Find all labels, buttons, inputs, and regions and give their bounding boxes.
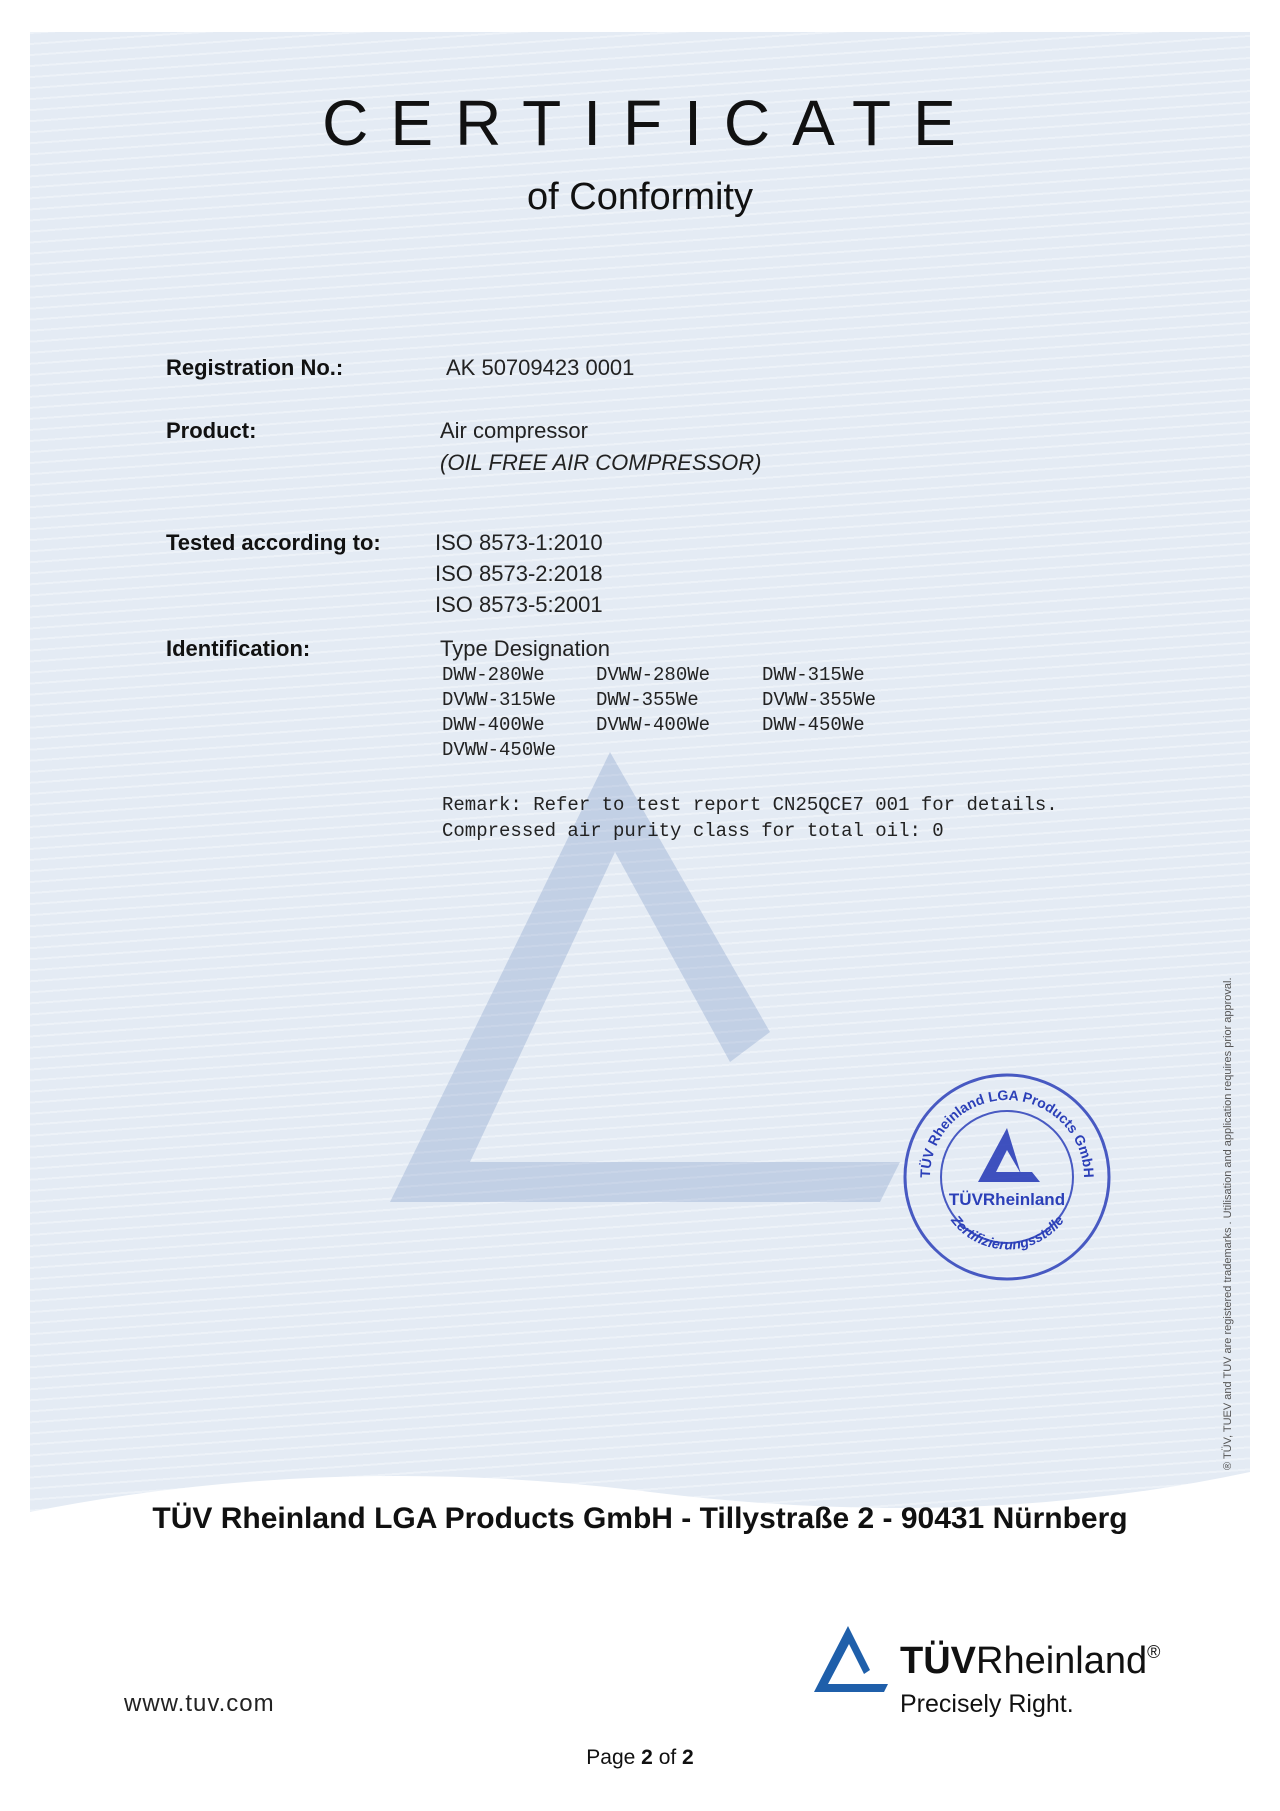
stamp-bottom-text: Zertifizierungsstelle	[948, 1212, 1067, 1253]
registration-number: AK 50709423 0001	[446, 355, 635, 380]
standard-item: ISO 8573-5:2001	[435, 592, 603, 617]
logo-regular-text: Rheinland	[976, 1640, 1148, 1682]
standard-item: ISO 8573-1:2010	[435, 530, 603, 555]
tuv-rheinland-logo	[900, 1640, 1160, 1683]
issuer-address: TÜV Rheinland LGA Products GmbH - Tillystraße 2 - 90431 Nürnberg	[152, 1502, 1128, 1535]
type-designation-list	[442, 664, 922, 762]
stamp-top-text: TÜV Rheinland LGA Products GmbH	[916, 1086, 1098, 1179]
page-of: of	[658, 1746, 677, 1769]
type-item: DVWW-400We	[596, 714, 711, 736]
remark-line: Remark: Refer to test report CN25QCE7 001 for details.	[442, 794, 1058, 816]
type-item: DVWW-315We	[442, 689, 557, 711]
certification-stamp-icon	[900, 1070, 1115, 1285]
product-name: Air compressor	[440, 418, 588, 443]
type-item: DWW-280We	[442, 664, 545, 686]
page-number	[0, 1746, 1280, 1770]
stamp-center-text: TÜVRheinland	[948, 1190, 1066, 1209]
remark-line: Compressed air purity class for total oil: 0	[442, 820, 944, 842]
registered-mark: ®	[1147, 1642, 1161, 1662]
type-item: DVWW-280We	[596, 664, 711, 686]
certificate-title: CERTIFICATE	[322, 87, 978, 159]
product-label: Product:	[166, 418, 257, 443]
website-link[interactable]: www.tuv.com	[124, 1690, 275, 1717]
type-item: DVWW-450We	[442, 739, 557, 761]
type-item: DWW-450We	[762, 714, 865, 736]
type-item: DWW-355We	[596, 689, 699, 711]
trademark-side-note: ® TÜV, TUEV and TUV are registered trademarks . Utilisation and application requires prior approval.	[1222, 977, 1234, 1470]
page-current: 2	[641, 1746, 653, 1769]
tuv-logo-triangle-icon	[812, 1624, 890, 1696]
svg-text:Zertifizierungsstelle	[948, 1211, 1067, 1252]
type-item: DWW-315We	[762, 664, 865, 686]
certificate-subtitle: of Conformity	[527, 176, 753, 218]
certificate-background-panel	[30, 32, 1250, 1552]
tested-label: Tested according to:	[166, 530, 381, 555]
identification-label: Identification:	[166, 636, 311, 661]
product-detail: (OIL FREE AIR COMPRESSOR)	[440, 450, 762, 475]
type-item: DVWW-355We	[762, 689, 877, 711]
logo-tagline: Precisely Right.	[900, 1690, 1074, 1718]
type-item: DWW-400We	[442, 714, 545, 736]
page-prefix: Page	[586, 1746, 636, 1769]
standard-item: ISO 8573-2:2018	[435, 561, 603, 586]
page-total: 2	[682, 1746, 694, 1769]
logo-bold-text: TÜV	[900, 1640, 976, 1682]
registration-label: Registration No.:	[166, 355, 344, 380]
type-designation-heading: Type Designation	[440, 636, 610, 661]
